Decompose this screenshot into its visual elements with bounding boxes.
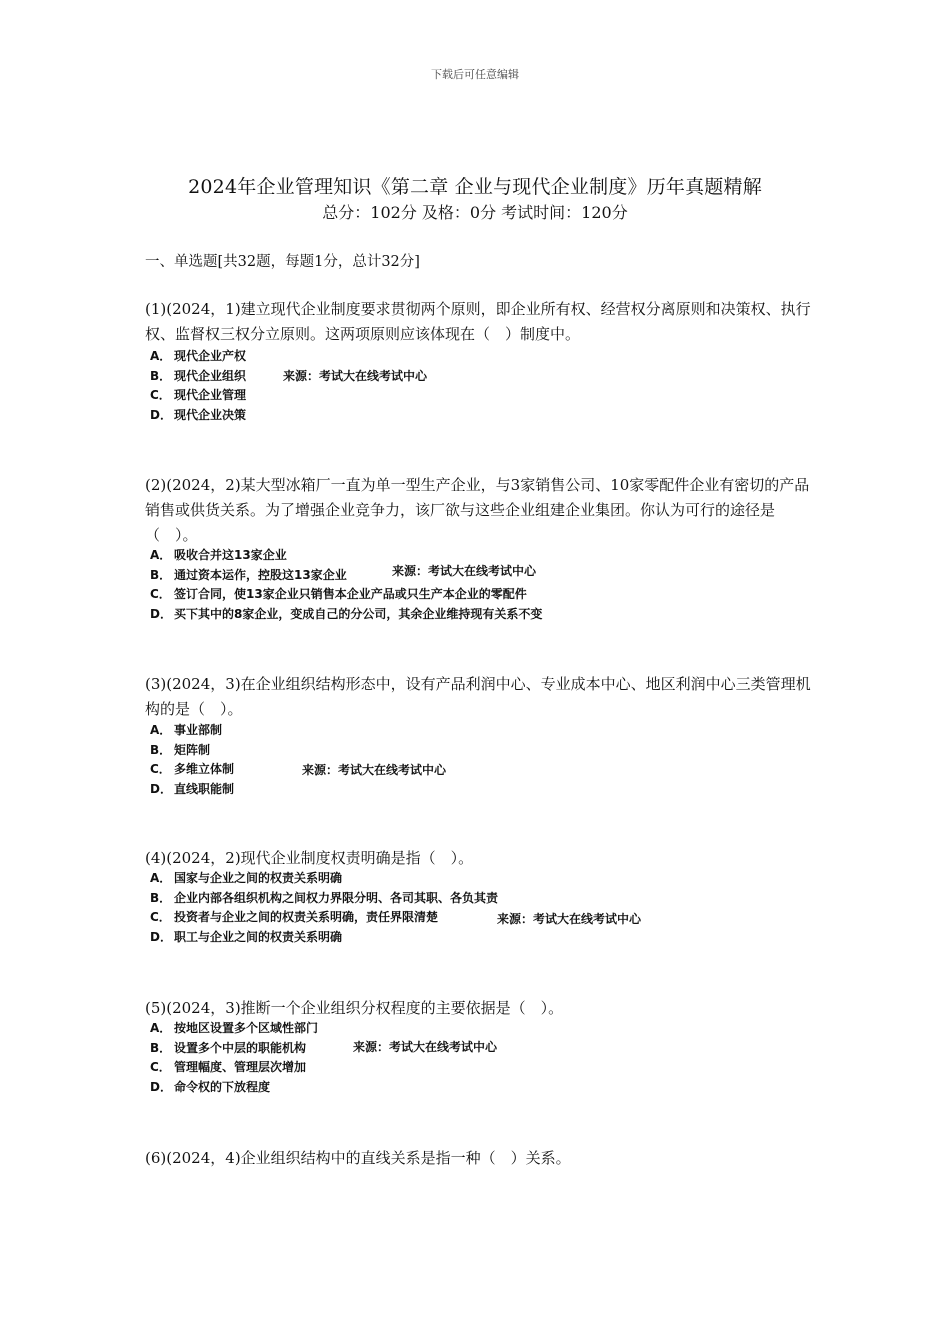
- option-b: B． 企业内部各组织机构之间权力界限分明、各司其职、各负其责: [150, 890, 499, 905]
- source-note: 来源：考试大在线考试中心: [283, 369, 428, 383]
- option-a: A． 事业部制: [150, 723, 223, 737]
- question-4-stem: (4)(2024，2)现代企业制度权责明确是指（ ）。: [145, 849, 474, 867]
- option-b: B． 设置多个中层的职能机构: [150, 1040, 307, 1055]
- section-heading: 一、单选题[共32题，每题1分，总计32分]: [145, 254, 420, 270]
- option-d: D． 命令权的下放程度: [150, 1079, 271, 1094]
- question-1-stem: (1)(2024，1)建立现代企业制度要求贯彻两个原则，即企业所有权、经营权分离原则和决策权、执行权、监督权三权分立原则。这两项原则应该体现在（ ）制度中。: [145, 300, 811, 343]
- question-5-options: [150, 1019, 318, 1097]
- option-a: A． 吸收合并这13家企业: [150, 548, 287, 562]
- source-note: 来源：考试大在线考试中心: [392, 564, 537, 578]
- question-5-stem: (5)(2024，3)推断一个企业组织分权程度的主要依据是（ ）。: [145, 999, 564, 1017]
- option-d: D． 现代企业决策: [150, 407, 247, 422]
- option-d: D． 买下其中的8家企业，变成自己的分公司，其余企业维持现有关系不变: [150, 606, 543, 621]
- option-c: C． 投资者与企业之间的权责关系明确，责任界限清楚: [150, 910, 439, 924]
- source-note: 来源：考试大在线考试中心: [353, 1040, 498, 1054]
- option-c: C． 现代企业管理: [150, 388, 247, 402]
- source-note: 来源：考试大在线考试中心: [302, 763, 447, 777]
- source-note: 来源：考试大在线考试中心: [497, 912, 642, 926]
- option-c: C． 管理幅度、管理层次增加: [150, 1060, 307, 1074]
- option-c: C． 多维立体制: [150, 762, 235, 776]
- option-b: B． 现代企业组织: [150, 368, 247, 383]
- question-2-stem: (2)(2024，2)某大型冰箱厂一直为单一型生产企业，与3家销售公司、10家零配件企业有密切的产品销售或供货关系。为了增强企业竞争力，该厂欲与这些企业组建企业集团。你认为可行的途径是（ ）。: [145, 476, 810, 544]
- question-2-options: [150, 546, 542, 624]
- header-note: 下载后可任意编辑: [431, 68, 519, 81]
- document-title: 2024年企业管理知识《第二章 企业与现代企业制度》历年真题精解: [188, 176, 762, 198]
- question-4-options: [150, 869, 498, 947]
- option-a: A． 按地区设置多个区域性部门: [150, 1021, 319, 1035]
- option-b: B． 通过资本运作，控股这13家企业: [150, 567, 347, 582]
- question-3-stem: (3)(2024，3)在企业组织结构形态中，设有产品利润中心、专业成本中心、地区利润中心三类管理机构的是（ ）。: [145, 675, 811, 718]
- option-c: C． 签订合同，使13家企业只销售本企业产品或只生产本企业的零配件: [150, 587, 527, 601]
- option-b: B． 矩阵制: [150, 742, 211, 757]
- option-a: A． 国家与企业之间的权责关系明确: [150, 871, 343, 885]
- question-6-stem: (6)(2024，4)企业组织结构中的直线关系是指一种（ ）关系。: [145, 1149, 571, 1167]
- option-d: D． 直线职能制: [150, 781, 235, 796]
- question-1-options: [150, 347, 246, 425]
- exam-meta: 总分：102分 及格：0分 考试时间：120分: [322, 203, 628, 222]
- option-a: A． 现代企业产权: [150, 349, 247, 363]
- option-d: D． 职工与企业之间的权责关系明确: [150, 929, 343, 944]
- question-3-options: [150, 721, 234, 799]
